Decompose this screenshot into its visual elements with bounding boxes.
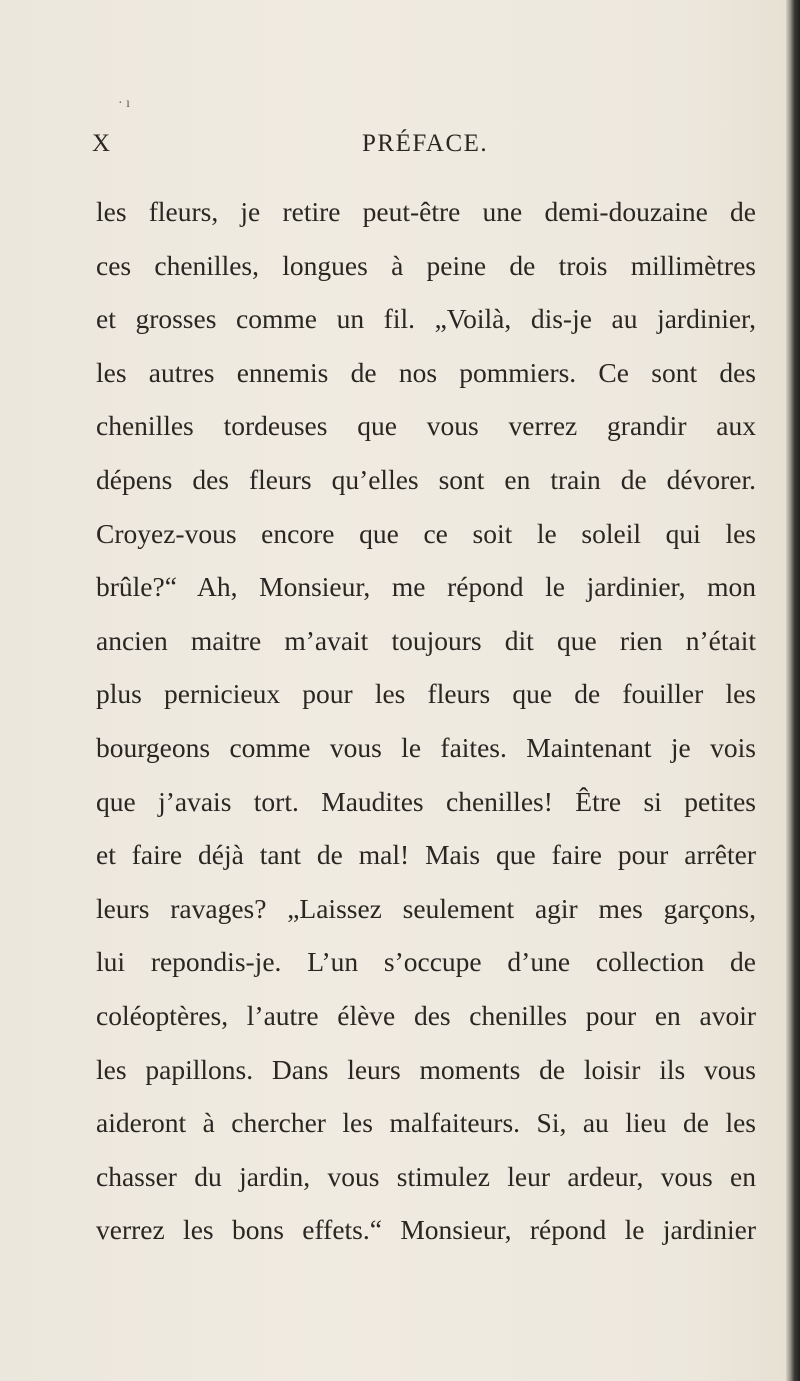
text-line: leurs ravages? „Laissez seulement agir mes garçons, <box>96 892 756 924</box>
text-line: coléoptères, l’autre élève des chenilles pour en avoir <box>96 999 756 1031</box>
text-line: aideront à chercher les malfaiteurs. Si, au lieu de les <box>96 1107 756 1139</box>
text-line: ces chenilles, longues à peine de trois millimètres <box>96 249 756 281</box>
text-line: les papillons. Dans leurs moments de loisir ils vous <box>96 1053 756 1085</box>
text-line: brûle?“ Ah, Monsieur, me répond le jardinier, mon <box>96 571 756 603</box>
page-number: X <box>92 130 112 157</box>
text-line: que j’avais tort. Maudites chenilles! Être si petites <box>96 785 756 817</box>
text-line: dépens des fleurs qu’elles sont en train de dévorer. <box>96 463 756 495</box>
text-line: verrez les bons effets.“ Monsieur, répond le jardinier <box>96 1214 756 1246</box>
text-line: chenilles tordeuses que vous verrez grandir aux <box>96 410 756 442</box>
text-line: les autres ennemis de nos pommiers. Ce sont des <box>96 356 756 388</box>
text-line: plus pernicieux pour les fleurs que de fouiller les <box>96 678 756 710</box>
text-line: bourgeons comme vous le faites. Maintenant je vois <box>96 731 756 763</box>
running-head: PRÉFACE. <box>362 130 489 157</box>
text-line: lui repondis-je. L’un s’occupe d’une collection de <box>96 946 756 978</box>
book-spine-edge <box>786 0 800 1381</box>
page-header <box>92 130 692 164</box>
text-line: et faire déjà tant de mal! Mais que faire pour arrêter <box>96 839 756 871</box>
stray-print-mark: · ı <box>118 96 131 111</box>
text-line: ancien maitre m’avait toujours dit que rien n’était <box>96 624 756 656</box>
body-text <box>96 185 756 1257</box>
text-line: chasser du jardin, vous stimulez leur ardeur, vous en <box>96 1160 756 1192</box>
text-line: et grosses comme un fil. „Voilà, dis-je au jardinier, <box>96 303 756 335</box>
text-line: les fleurs, je retire peut-être une demi-douzaine de <box>96 196 756 227</box>
text-line: Croyez-vous encore que ce soit le soleil qui les <box>96 517 756 549</box>
